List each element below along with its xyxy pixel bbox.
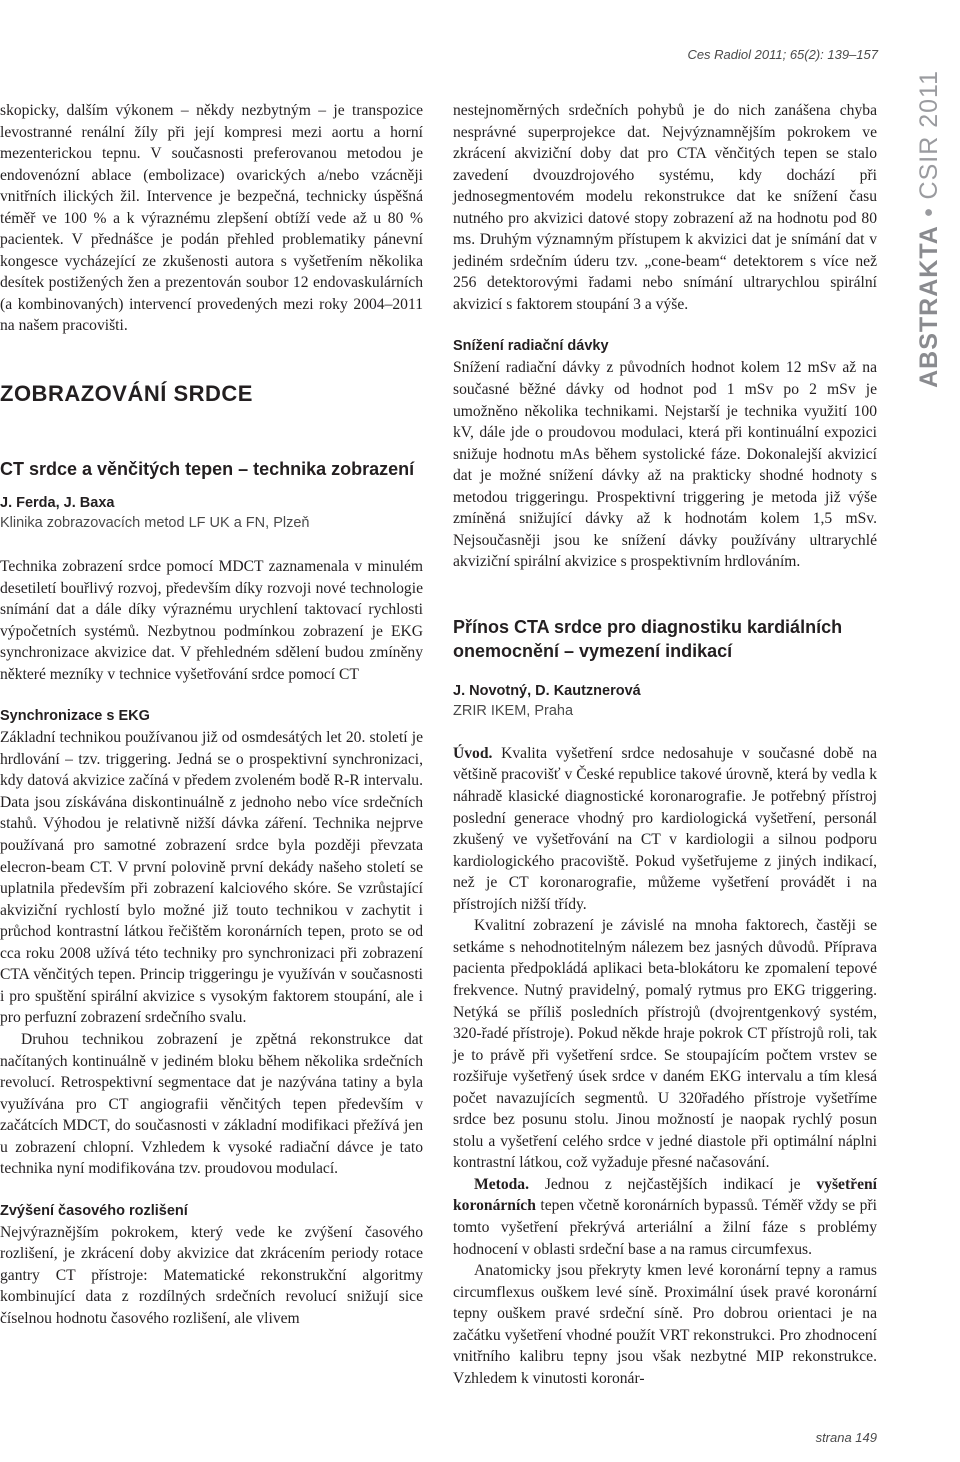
subhead-ecg-sync: Synchronizace s EKG xyxy=(0,708,150,725)
article-title-ct-heart: CT srdce a věnčitých tepen – technika zobrazení xyxy=(0,459,415,480)
paragraph-continuation: nestejnoměrných srdečních pohybů je do nich zanášena chyba nesprávné superprojekce dat. Nejvýznamnějším pokrokem ve zkrácení akviziční doby dat pro CTA věnčitých tepen se stalo zavedení dvouzdrojového systému, kdy dochází při jednosegmentovém modelu rekonstrukce dat ke snížení času nutného pro akvizici datové stopy zobrazení až na hodnotu pod 80 ms. Druhým významným přístupem k akvizici dat je snímání dat v jediném srdečním úderu tzv. „cone-beam“ detektorem s více než 256 detektorovými řadami nebo snímání ultrarychlou spirální akvizicí s faktorem stoupání 3 a výše. xyxy=(453,102,877,313)
right-column xyxy=(453,100,877,1389)
runin-uvod: Úvod. xyxy=(453,744,493,762)
text-metoda-bold: vyšetření koronárních xyxy=(453,1175,877,1215)
text-metoda-b: tepen včetně koronárních bypassů. Téměř vždy se při tomto vyšetření překrývá arteriální a žilní fáze s problémy hodnocení v oblasti srdeční base a na ramus circumfexus. xyxy=(453,1197,877,1258)
paragraph-temporal-resolution: Nejvýraznějším pokrokem, který vede ke zvýšení časového rozlišení, je zkrácení doby akvizice dat zkrácením periody rotace gantry CT přístroje: Matematické rekonstrukční algoritmy kombinující data z rozdílných srdečních revolucí snižují sice číselnou hodnotu časového rozlišení, ale vlivem xyxy=(0,1223,423,1327)
running-head: Ces Radiol 2011; 65(2): 139–157 xyxy=(687,47,878,62)
article-title-cta-indications: Přínos CTA srdce pro diagnostiku kardiálních onemocnění – vymezení indikací xyxy=(453,616,843,661)
side-tab-secondary: CSIR 2011 xyxy=(915,70,943,200)
paragraph-uvod xyxy=(453,743,877,915)
article-authors-2: J. Novotný, D. Kautznerová xyxy=(453,682,641,699)
paragraph-quality: Kvalitní zobrazení je závislé na mnoha faktorech, častěji se setkáme s nehodnotitelným nálezem bez jasných důvodů. Příprava pacienta předpokládá aplikaci beta-blokátoru ke zpomalení tepové frekvence. Nutný pravidelný, pomalý rytmus pro EKG triggering. Netýká se příliš posledních přístrojů (dvojrentgenkový systém, 320-řadé přístroje). Pokud někde hraje pokrok CT přístrojů roli, tak je to právě při vyšetření srdce. Se stoupajícím počtem vrstev se rozšiřuje vyšetřený úsek srdce v daném EKG intervalu a tím klesá počet navazujících segmentů. U 320řadého přístroje vyšetříme srdce bez posunu stolu. Jinou možností je naopak rychlý posun stolu a vyšetření celého srdce v jedné diastole při optimální náplni kontrastní látkou, což vyžaduje přesné načasování. xyxy=(453,917,877,1172)
section-side-tab xyxy=(915,70,944,388)
paragraph-pelvic-congestion: skopicky, dalším výkonem – někdy nezbytným – je transpozice levostranné renální žíly při její kompresi mezi aortu a horní mezenterickou tepnu. V současnosti preferovanou metodou je endovenózní ablace (embolizace) ovarických a/nebo vzácněji vnitřních ilických žil. Intervence je bezpečná, technicky úspěšná téměř ve 100 % a k výraznému zlepšení obtíží vede až u 80 % pacientek. V přednášce je podán přehled problematiky pánevní kongesce vycházející ze zkušenosti autora s vyšetřením několika desítek postižených žen a prezentován soubor 12 endovaskulárních (a kombinovaných) intervencí provedených mezi roky 2004–2011 na našem pracovišti. xyxy=(0,102,423,335)
left-column xyxy=(0,100,423,1330)
article-affiliation: Klinika zobrazovacích metod LF UK a FN, Plzeň xyxy=(0,515,310,532)
runin-metoda: Metoda. xyxy=(474,1175,529,1193)
paragraph-anatomy: Anatomicky jsou překryty kmen levé koronární tepny a ramus circumflexus ouškem levé síně. Proximální úsek pravé koronární tepny ouškem pravé srdeční síně. Pro dobrou orientaci je na začátku vyšetření vhodné použít VRT rekonstrukci. Pro zhodnocení vnitřního kalibru tepny jsou však nezbytné MIP rekonstrukce. Vzhledem k vinutosti koronár- xyxy=(453,1262,877,1387)
section-title: ZOBRAZOVÁNÍ SRDCE xyxy=(0,381,253,407)
paragraph-retrospective: Druhou technikou zobrazení je zpětná rekonstrukce dat načítaných kontinuálně v jediném bloku během několika srdečních revolucí. Retrospektivní segmentace dat je nazývána tatiny a byla využívána pro CT angiografii věnčitých tepen především v začátcích MDCT, do současnosti v základní modifikaci přežívá jen u zobrazení chlopní. Vzhledem k vysoké radiační dávce je tato technika nyní modifikována tzv. proudovou modulací. xyxy=(0,1030,423,1178)
paragraph-metoda xyxy=(453,1174,877,1260)
page-number: strana 149 xyxy=(815,1430,877,1445)
paragraph-intro: Technika zobrazení srdce pomocí MDCT zaznamenala v minulém desetiletí bouřlivý rozvoj, především díky rozvoji nové technologie snímání dat a dále díky výraznému urychlení taktovací rychlosti výpočetních systémů. Nezbytnou podmínkou zobrazení je EKG synchronizace akvizice dat. V přehledném sdělení budou zmíněny některé mezníky v technice vyšetřování srdce pomocí CT xyxy=(0,558,423,683)
text-metoda-a: Jednou z nejčastějších indikací je xyxy=(529,1175,817,1193)
article-affiliation-2: ZRIR IKEM, Praha xyxy=(453,702,574,719)
side-tab-primary: ABSTRAKTA xyxy=(915,225,943,388)
paragraph-ecg-sync: Základní technikou používanou již od osmdesátých let 20. století je hrdlování – tzv. triggering. Jedná se o prospektivní synchronizaci, kdy datová akvizice začíná v předem zvoleném bodě R-R intervalu. Data jsou získávána diskontinuálně z jednoho nebo více srdečních stahů. Výhodou je relativně nižší dávka záření. Technika nejprve používaná pro samotné zobrazení srdce byla později převzata elecron-beam CT. V první polovině první dekády našeho století se uplatnila především při zobrazení kalciového skóre. Se vzrůstající akviziční rychlostí bylo možné již touto technikou v zachytit i průchod kontrastní látkou řečištěm koronárních tepen, proto se od cca roku 2008 užívá této techniky pro synchronizaci při zobrazení CTA věnčitých tepen. Princip triggeringu je využíván v současnosti i pro spuštění spirální akvizice s vysokým faktorem stoupání, ale i pro perfuzní zobrazení srdečního svalu. xyxy=(0,729,423,1027)
paragraph-radiation-dose: Snížení radiační dávky z původních hodnot kolem 12 mSv až na současné běžné dávky od hodnot pod 1 mSv po 2 mSv je umožněno několika technikami. Nejstarší je technika využití 100 kV, dále jde o proudovou modulaci, která při kontinuální expozici snižuje hodnotu mAs během systolické fáze. Dokonalejší akvizicí dat je možné snížení dávky až na prakticky shodné hodnoty s metodou triggeringu. Prospektivní triggering je metoda již výše zmíněná snižující dávky až k hodnotám kolem 1,5 mSv. Nejsoučasněji jsou ke snížení dávky používány ultrarychlé akviziční spirální akvizice s prospektivním hrdlováním. xyxy=(453,359,877,571)
subhead-radiation-dose: Snížení radiační dávky xyxy=(453,338,609,355)
side-tab-separator: • xyxy=(915,207,943,218)
article-authors: J. Ferda, J. Baxa xyxy=(0,495,115,512)
text-uvod: Kvalita vyšetření srdce nedosahuje v současné době na většině pracovišť v České republice takové úrovně, která by vedla k náhradě klasické diagnostické koronarografie. Je potřebný přístroj poslední generace vhodný pro kardiologická vyšetření, personál zkušený ve vyšetřování na CT v kardiologii a silnou podporu kardiologického pracoviště. Pokud vyšetřujeme z jiných indikací, než je CT koronarografie, můžeme vyšetření provádět i na přístrojích nižší třídy. xyxy=(453,744,877,913)
subhead-temporal-resolution: Zvýšení časového rozlišení xyxy=(0,1202,188,1219)
